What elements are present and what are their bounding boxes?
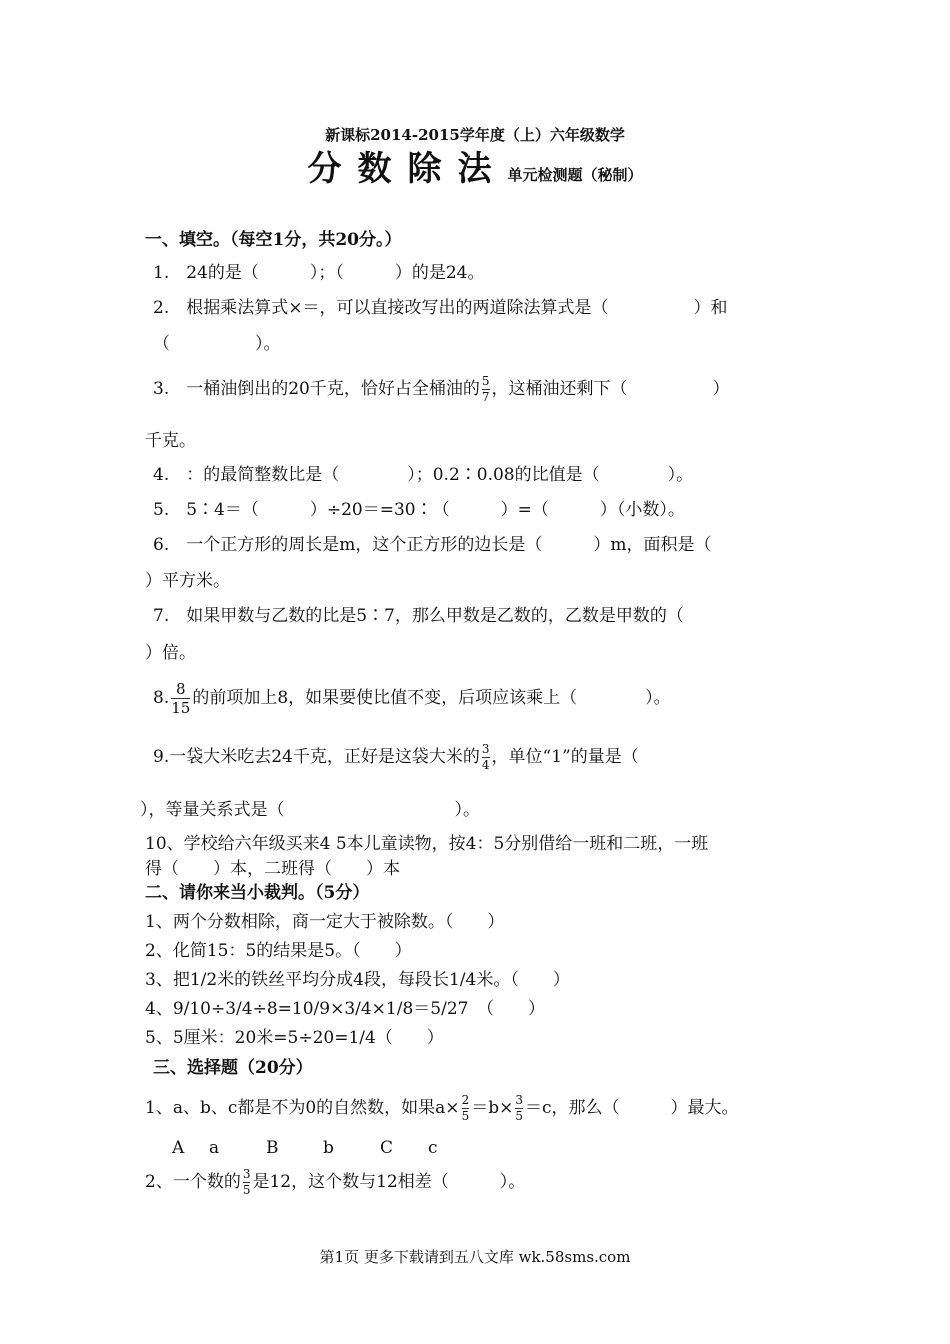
question-1-7-line1: 7. 如果甲数与乙数的比是5∶7，那么甲数是乙数的，乙数是甲数的（ bbox=[153, 606, 684, 626]
question-1-8 bbox=[153, 676, 671, 720]
option-value: c bbox=[428, 1138, 438, 1158]
choice-question-2-text-after: 是12，这个数与12相差（ ）。 bbox=[252, 1172, 526, 1192]
fraction-5-7 bbox=[482, 374, 490, 405]
question-1-9 bbox=[153, 735, 639, 779]
question-1-3-cont: 千克。 bbox=[145, 431, 196, 451]
question-1-9-text-after: ，单位“1”的量是（ bbox=[491, 747, 639, 767]
question-1-3-text-before: 3. 一桶油倒出的20千克，恰好占全桶油的 bbox=[153, 379, 480, 399]
option-label: C bbox=[380, 1138, 394, 1158]
choice-question-1-part2: ＝b× bbox=[471, 1098, 514, 1118]
question-1-7-line2: ）倍。 bbox=[145, 643, 196, 663]
fraction-8-15 bbox=[171, 680, 190, 717]
fraction-denominator: 15 bbox=[171, 699, 191, 717]
choice-question-1-part3: ＝c，那么（ ）最大。 bbox=[524, 1098, 739, 1118]
question-1-2-line2: （ ）。 bbox=[153, 334, 281, 354]
question-1-9-line2: ），等量关系式是（ ）。 bbox=[140, 800, 480, 820]
judge-item: 4、9/10÷3/4÷8=10/9×3/4×1/8＝5/27 （ ） bbox=[145, 999, 545, 1019]
fraction-numerator: 3 bbox=[242, 1167, 251, 1181]
question-1-10-line2: 得（ ）本，二班得（ ）本 bbox=[145, 859, 400, 879]
option-label: A bbox=[172, 1138, 185, 1158]
judge-item: 5、5厘米：20米=5÷20=1/4（ ） bbox=[145, 1028, 444, 1048]
fraction-numerator: 8 bbox=[176, 680, 186, 698]
judge-item: 1、两个分数相除，商一定大于被除数。（ ） bbox=[145, 912, 505, 932]
choice-question-2 bbox=[145, 1160, 525, 1204]
fraction-denominator: 5 bbox=[461, 1109, 470, 1123]
judge-item: 2、化简15：5的结果是5。（ ） bbox=[145, 941, 412, 961]
question-1-9-text-before: 9.一袋大米吃去24千克，正好是这袋大米的 bbox=[153, 747, 480, 767]
judge-item: 3、把1/2米的铁丝平均分成4段，每段长1/4米。（ ） bbox=[145, 970, 570, 990]
fraction-denominator: 4 bbox=[481, 758, 490, 772]
fraction-numerator: 3 bbox=[481, 742, 490, 756]
choice-question-1 bbox=[145, 1086, 739, 1130]
section-1-heading: 一、填空。（每空1分，共20分。） bbox=[145, 230, 402, 250]
fraction-numerator: 3 bbox=[515, 1093, 523, 1107]
fraction-numerator: 5 bbox=[481, 374, 490, 388]
question-1-3-text-after: ，这桶油还剩下（ ） bbox=[491, 379, 730, 399]
section-2-heading: 二、请你来当小裁判。（5分） bbox=[145, 883, 370, 903]
fraction-3-4 bbox=[482, 742, 490, 773]
option-value: b bbox=[323, 1138, 334, 1158]
fraction-3-5 bbox=[515, 1093, 523, 1124]
fraction-denominator: 5 bbox=[515, 1109, 523, 1123]
page-footer: 第1页 更多下载请到五八文库 wk.58sms.com bbox=[319, 1248, 631, 1266]
option-label: B bbox=[266, 1138, 279, 1158]
fraction-denominator: 5 bbox=[242, 1183, 251, 1197]
question-1-6-line2: ）平方米。 bbox=[145, 571, 230, 591]
choice-question-2-text-before: 2、一个数的 bbox=[145, 1172, 241, 1192]
question-1-8-text-after: 的前项加上8，如果要使比值不变，后项应该乘上（ ）。 bbox=[192, 688, 671, 708]
question-1-8-text-before: 8. bbox=[153, 688, 170, 708]
option-value: a bbox=[209, 1138, 220, 1158]
section-3-heading: 三、选择题（20分） bbox=[153, 1058, 313, 1078]
title-main: 分数除法 bbox=[307, 149, 508, 189]
document-subtitle: 新课标2014-2015学年度（上）六年级数学 bbox=[325, 126, 625, 144]
question-1-6-line1: 6. 一个正方形的周长是m，这个正方形的边长是（ ）m，面积是（ bbox=[153, 535, 712, 555]
question-1-3 bbox=[153, 367, 730, 411]
question-1-5: 5. 5∶4＝（ ）÷20＝=30∶（ ）=（ ）（小数）。 bbox=[153, 500, 685, 520]
choice-options bbox=[172, 1137, 448, 1159]
question-1-1: 1. 24的是（ ）；（ ）的是24。 bbox=[153, 263, 485, 283]
fraction-denominator: 7 bbox=[481, 390, 490, 404]
fraction-3-5 bbox=[243, 1167, 251, 1198]
choice-question-1-part1: 1、a、b、c都是不为0的自然数，如果a× bbox=[145, 1098, 460, 1118]
title-tail: 单元检测题（秘制） bbox=[507, 166, 643, 184]
question-1-2-line1: 2. 根据乘法算式×＝，可以直接改写出的两道除法算式是（ ）和 bbox=[153, 298, 728, 318]
fraction-2-5 bbox=[462, 1093, 470, 1124]
document-title bbox=[0, 149, 950, 189]
question-1-4: 4. ：的最简整数比是（ ）；0.2∶0.08的比值是（ ）。 bbox=[153, 465, 694, 485]
fraction-numerator: 2 bbox=[461, 1093, 470, 1107]
question-1-10-line1: 10、学校给六年级买来4 5本儿童读物，按4：5分别借给一班和二班，一班 bbox=[145, 834, 709, 854]
